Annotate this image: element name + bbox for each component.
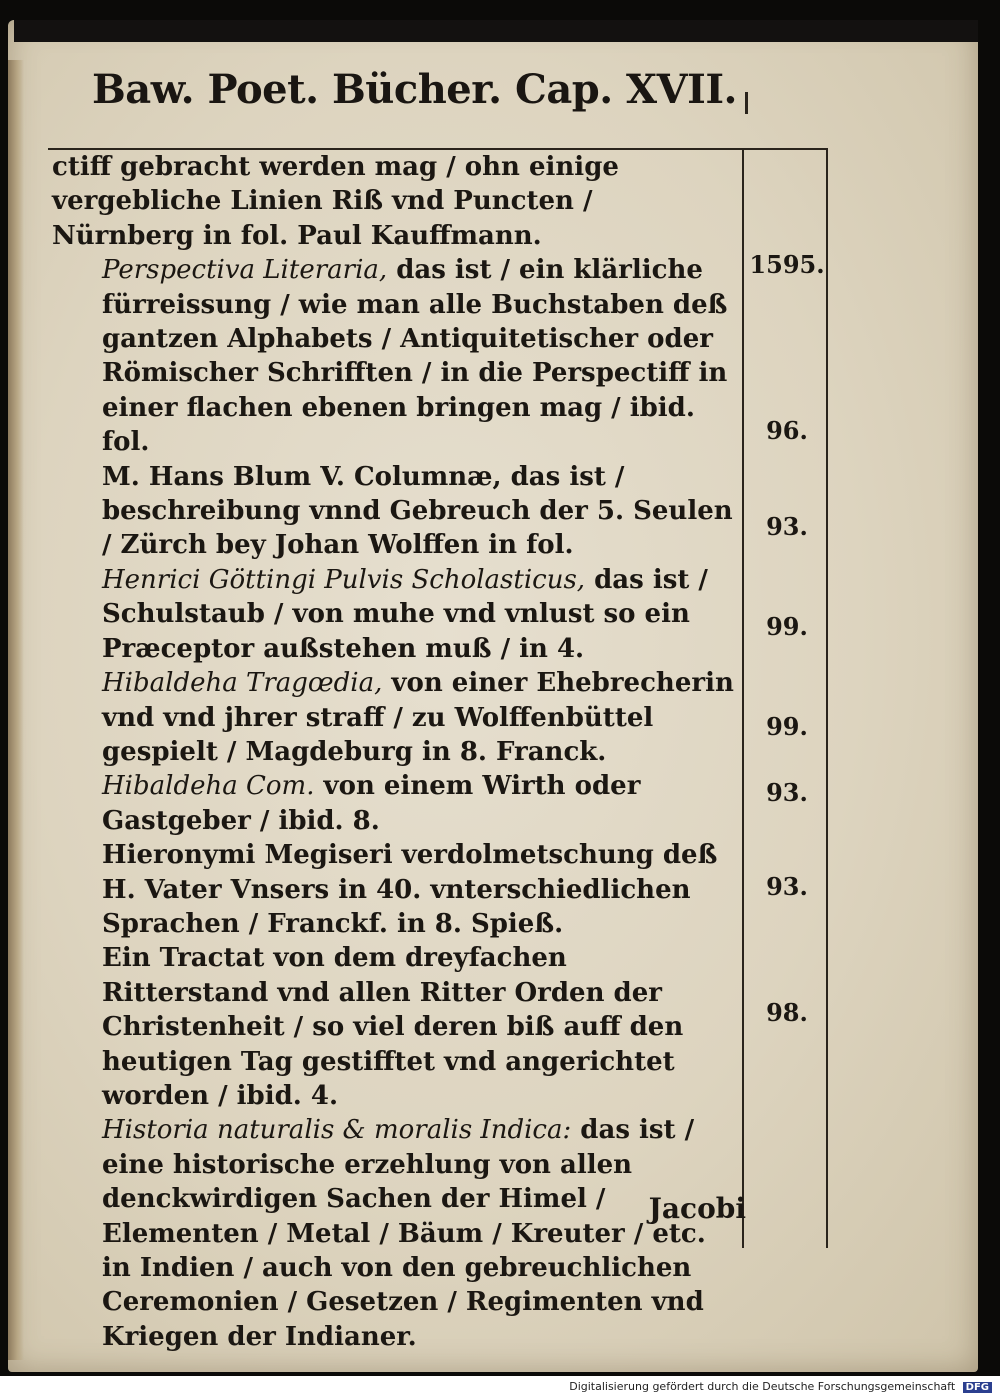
entry-7: Ein Tractat von dem dreyfachen Ritterstand vnd allen Ritter Orden der Christenheit / so viel deren biß auff den heutigen Tag gestifftet vnd angerichtet worden / ibid. 4. (102, 943, 684, 1111)
body-text (52, 150, 740, 1354)
dfg-logo: DFG (963, 1382, 992, 1393)
scan-top-edge (14, 20, 978, 42)
running-title: Baw. Poet. Bücher. Cap. XVII. (92, 66, 737, 113)
entry-3: Henrici Göttingi Pulvis Scholasticus, das ist / Schulstaub / von muhe vnd vnlust so ein Præceptor außstehen muß / in 4. (102, 564, 708, 664)
header-rule-mark (745, 92, 748, 114)
margin-year: 99. (766, 612, 808, 641)
digitization-credit (569, 1380, 992, 1393)
entry-0: ctiff gebracht werden mag / ohn einige vergebliche Linien Riß vnd Puncten / Nürnberg in fol. Paul Kauffmann. (52, 152, 619, 251)
margin-year: 98. (766, 998, 808, 1027)
entry-4: Hibaldeha Tragœdia, von einer Ehebrecherin vnd vnd jhrer straff / zu Wolffenbüttel gespielt / Magdeburg in 8. Franck. (102, 668, 734, 767)
credit-text: Digitalisierung gefördert durch die Deutsche Forschungsgemeinschaft (569, 1380, 956, 1393)
margin-year: 93. (766, 872, 808, 901)
margin-year: 93. (766, 778, 808, 807)
margin-year: 96. (766, 416, 808, 445)
catchword: Jacobi (648, 1192, 746, 1225)
entry-8: Historia naturalis & moralis Indica: das ist / eine historische erzehlung von allen denckwirdigen Sachen der Himel / Elementen / Metal / Bäum / Kreuter / etc. in Indien / auch von den gebreuchlichen Ceremonien / Gesetzen / Regimenten vnd Kriegen der Indianer. (102, 1115, 706, 1352)
margin-year: 93. (766, 512, 808, 541)
margin-year: 1595. (749, 250, 825, 279)
entry-6: Hieronymi Megiseri verdolmetschung deß H. Vater Vnsers in 40. vnterschiedlichen Sprachen / Franckf. in 8. Spieß. (102, 840, 718, 939)
margin-rule-right (826, 148, 828, 1248)
margin-rule-left (742, 148, 744, 1248)
page-fold-edge (8, 60, 24, 1360)
entry-1: Perspectiva Literaria, das ist / ein klärliche fürreissung / wie man alle Buchstaben deß gantzen Alphabets / Antiquitetischer oder Römischer Schrifften / in die Perspectiff in einer flachen ebenen bringen mag / ibid. fol. (102, 255, 728, 458)
entry-2: M. Hans Blum V. Columnæ, das ist / beschreibung vnnd Gebreuch der 5. Seulen / Zürch bey Johan Wolffen in fol. (102, 461, 733, 561)
entry-5: Hibaldeha Com. von einem Wirth oder Gastgeber / ibid. 8. (102, 771, 641, 836)
margin-year: 99. (766, 712, 808, 741)
